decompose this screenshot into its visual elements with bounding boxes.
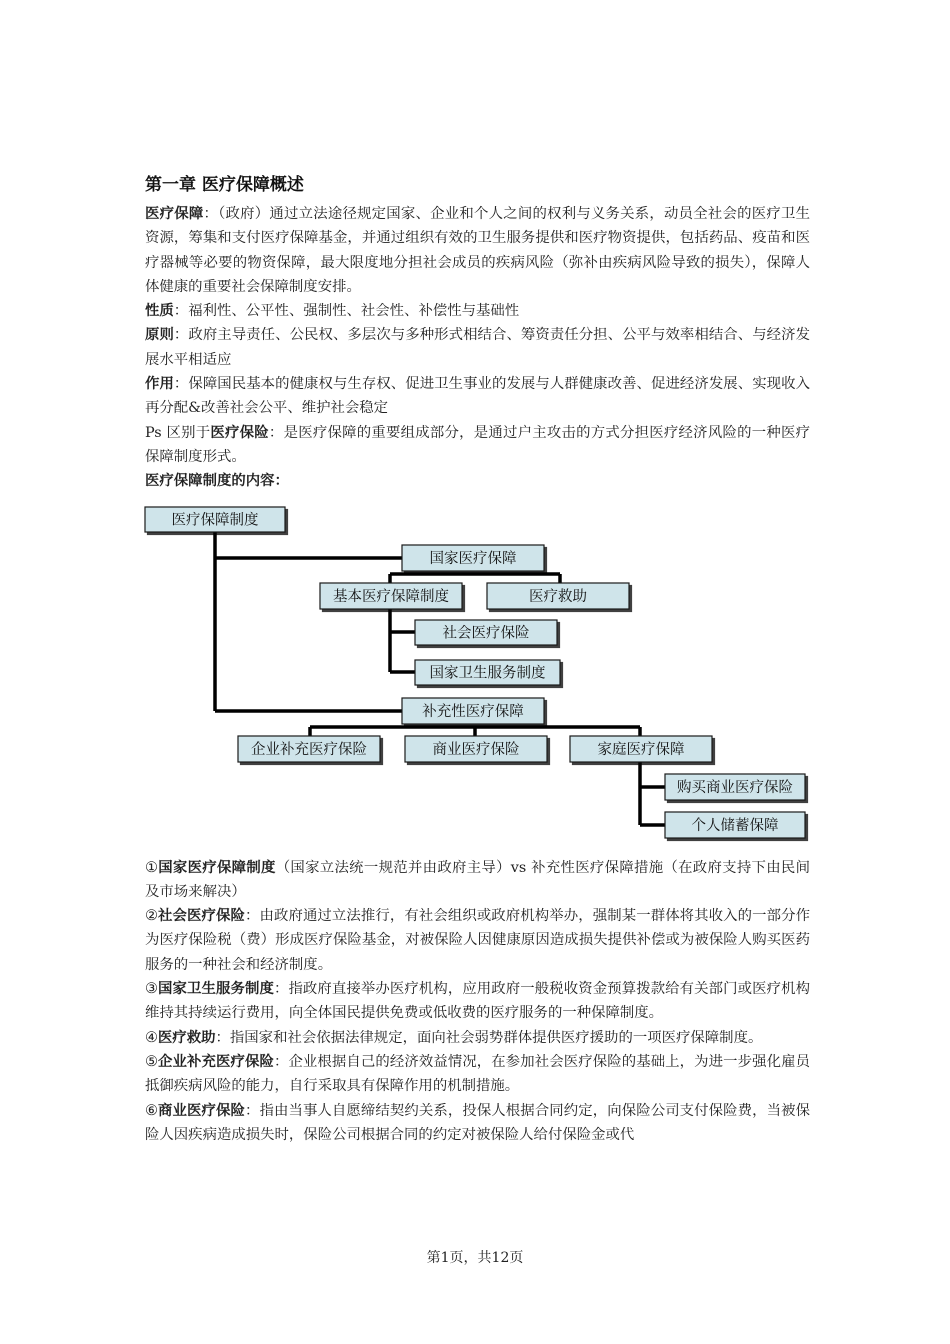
- term-label: 商业医疗保险: [158, 1102, 245, 1119]
- health-service-node-label: 国家卫生服务制度: [429, 665, 546, 682]
- family-node-label: 家庭医疗保障: [597, 742, 685, 758]
- paragraph-text: （政府）通过立法途径规定国家、企业和个人之间的权利与义务关系，动员全社会的医疗卫生资源，筹集和支付医疗保障基金，并通过组织有效的卫生服务提供和医疗物资提供，包括药品、疫苗和医疗器械等必要的物资保障，最大限度地分担社会成员的疾病风险（弥补由疾病风险导致的损失），保障人体健康的重要社会保障制度安排。: [145, 206, 810, 295]
- term-label: 性质: [145, 303, 174, 320]
- health-service-node: [415, 660, 560, 685]
- term-label: 社会医疗保险: [158, 908, 245, 925]
- social-insurance-node-label: 社会医疗保险: [442, 625, 530, 642]
- chapter-title: 第一章 医疗保障概述: [145, 175, 304, 195]
- aid-node-label: 医疗救助: [529, 589, 587, 605]
- family-node: [570, 736, 712, 762]
- aid-node: [487, 583, 629, 609]
- root-node-label: 医疗保障制度: [171, 512, 259, 529]
- national-node: [402, 545, 544, 571]
- root-node: [145, 507, 285, 532]
- term-label: 作用: [145, 376, 174, 393]
- item-paragraph: ②社会医疗保险：由政府通过立法推行，有社会组织或政府机构举办，强制某一群体将其收入的一部分作为医疗保险税（费）形成医疗保险基金，对被保险人因健康原因造成损失提供补偿或为被保险人购买医药服务的一种社会和经济制度。: [145, 908, 810, 973]
- paragraph-text: 由政府通过立法推行，有社会组织或政府机构举办，强制某一群体将其收入的一部分作为医疗保险税（费）形成医疗保险基金，对被保险人因健康原因造成损失提供补偿或为被保险人购买医药服务的一种社会和经济制度。: [145, 908, 810, 973]
- definition-paragraph: 医疗保障：（政府）通过立法途径规定国家、企业和个人之间的权利与义务关系，动员全社会的医疗卫生资源，筹集和支付医疗保障基金，并通过组织有效的卫生服务提供和医疗物资提供，包括药品、疫苗和医疗器械等必要的物资保障，最大限度地分担社会成员的疾病风险（弥补由疾病风险导致的损失），保障人体健康的重要社会保障制度安排。: [145, 206, 810, 295]
- commercial-node: [405, 736, 547, 762]
- nature-paragraph: 性质：福利性、公平性、强制性、社会性、补偿性与基础性: [145, 303, 520, 320]
- basic-node-label: 基本医疗保障制度: [333, 589, 449, 605]
- term-label: 国家卫生服务制度: [158, 981, 274, 998]
- term-label: 医疗救助: [157, 1029, 216, 1046]
- term-label: 企业补充医疗保险: [158, 1053, 274, 1070]
- paragraph-text: 政府主导责任、公民权、多层次与多种形式相结合、筹资责任分担、公平与效率相结合、与经济发展水平相适应: [145, 327, 810, 368]
- item-paragraph: ⑥商业医疗保险：指由当事人自愿缔结契约关系，投保人根据合同约定，向保险公司支付保险费，当被保险人因疾病造成损失时，保险公司根据合同的约定对被保险人给付保险金或代: [145, 1102, 810, 1143]
- diagram-svg: [140, 500, 820, 845]
- term-label: 国家医疗保障制度: [158, 859, 276, 876]
- page-footer: 第1页，共12页: [426, 1250, 524, 1266]
- paragraph-text: 企业根据自己的经济效益情况，在参加社会医疗保险的基础上，为进一步强化雇员抵御疾病风险的能力，自行采取具有保障作用的机制措施。: [145, 1053, 810, 1095]
- item-paragraph: ①国家医疗保障制度（国家立法统一规范并由政府主导）vs 补充性医疗保障措施（在政府支持下由民间及市场来解决）: [145, 859, 810, 900]
- item-paragraph: ③国家卫生服务制度：指政府直接举办医疗机构，应用政府一般税收资金预算拨款给有关部门或医疗机构维持其持续运行费用，向全体国民提供免费或低收费的医疗服务的一种保障制度。: [145, 981, 810, 1022]
- paragraph-text: 指政府直接举办医疗机构，应用政府一般税收资金预算拨款给有关部门或医疗机构维持其持续运行费用，向全体国民提供免费或低收费的医疗服务的一种保障制度。: [145, 981, 810, 1022]
- diagram-heading: 医疗保障制度的内容：: [145, 473, 289, 490]
- term-label: 医疗保险: [210, 424, 269, 441]
- paragraph-text: 保障国民基本的健康权与生存权、促进卫生事业的发展与人群健康改善、促进经济发展、实现收入再分配&改善社会公平、维护社会稳定: [145, 376, 810, 417]
- paragraph-text: 是医疗保障的重要组成部分，是通过户主攻击的方式分担医疗经济风险的一种医疗保障制度形式。: [145, 424, 810, 465]
- supplementary-node-label: 补充性医疗保障: [422, 704, 524, 720]
- buy-commercial-node: [665, 774, 805, 800]
- structure-diagram: [140, 500, 820, 845]
- paragraph-text: 指由当事人自愿缔结契约关系，投保人根据合同约定，向保险公司支付保险费，当被保险人因疾病造成损失时，保险公司根据合同的约定对被保险人给付保险金或代: [145, 1102, 810, 1143]
- social-insurance-node: [415, 620, 557, 645]
- national-node-label: 国家医疗保障: [429, 551, 517, 567]
- basic-node: [320, 583, 462, 609]
- function-paragraph: 作用：保障国民基本的健康权与生存权、促进卫生事业的发展与人群健康改善、促进经济发展、实现收入再分配&改善社会公平、维护社会稳定: [145, 376, 810, 417]
- item-paragraph: ⑤企业补充医疗保险：企业根据自己的经济效益情况，在参加社会医疗保险的基础上，为进一步强化雇员抵御疾病风险的能力，自行采取具有保障作用的机制措施。: [145, 1053, 810, 1095]
- term-label: 原则: [145, 327, 174, 344]
- ps-paragraph: Ps 区别于医疗保险：是医疗保障的重要组成部分，是通过户主攻击的方式分担医疗经济风险的一种医疗保障制度形式。: [145, 424, 810, 465]
- enterprise-node-label: 企业补充医疗保险: [251, 742, 367, 758]
- savings-node: [665, 812, 805, 838]
- paragraph-text: 指国家和社会依据法律规定，面向社会弱势群体提供医疗援助的一项医疗保障制度。: [229, 1029, 763, 1046]
- term-label: 医疗保障: [145, 206, 204, 222]
- buy-commercial-node-label: 购买商业医疗保险: [677, 780, 793, 796]
- commercial-node-label: 商业医疗保险: [432, 742, 520, 758]
- enterprise-node: [238, 736, 380, 762]
- principle-paragraph: 原则：政府主导责任、公民权、多层次与多种形式相结合、筹资责任分担、公平与效率相结合、与经济发展水平相适应: [145, 327, 810, 368]
- supplementary-node: [402, 698, 544, 724]
- savings-node-label: 个人储蓄保障: [691, 818, 779, 834]
- item-paragraph: ④医疗救助：指国家和社会依据法律规定，面向社会弱势群体提供医疗援助的一项医疗保障制度。: [145, 1029, 763, 1046]
- paragraph-text: 福利性、公平性、强制性、社会性、补偿性与基础性: [188, 303, 520, 320]
- paragraph-text: （国家立法统一规范并由政府主导）vs 补充性医疗保障措施（在政府支持下由民间及市场来解决）: [145, 859, 810, 900]
